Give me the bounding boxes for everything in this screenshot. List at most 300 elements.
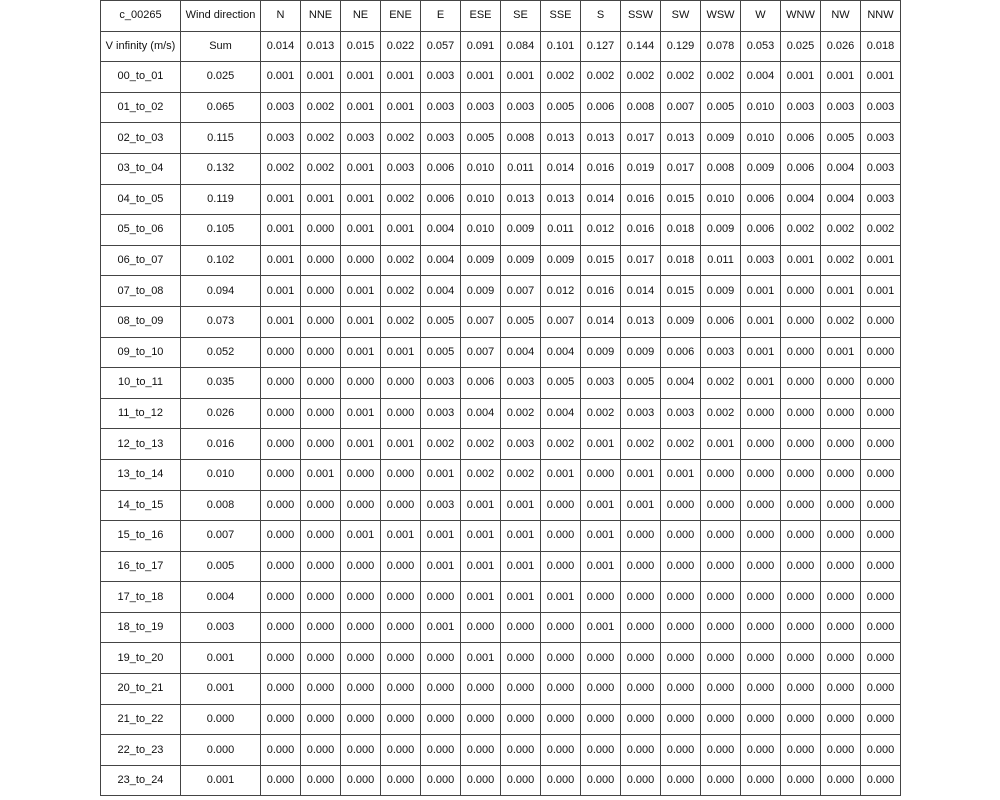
speed-bin-label: 23_to_24 (101, 765, 181, 796)
frequency-cell: 0.005 (421, 337, 461, 368)
table-row (101, 490, 901, 521)
row-sum: 0.026 (181, 398, 261, 429)
table-row (101, 123, 901, 154)
frequency-cell: 0.009 (661, 306, 701, 337)
frequency-cell: 0.000 (301, 551, 341, 582)
frequency-cell: 0.000 (301, 276, 341, 307)
wind-frequency-table (100, 0, 901, 796)
frequency-cell: 0.001 (301, 459, 341, 490)
frequency-cell: 0.000 (821, 429, 861, 460)
frequency-cell: 0.001 (381, 429, 421, 460)
frequency-cell: 0.009 (701, 276, 741, 307)
row-sum: 0.105 (181, 215, 261, 246)
frequency-cell: 0.003 (381, 153, 421, 184)
frequency-cell: 0.000 (821, 459, 861, 490)
frequency-cell: 0.004 (781, 184, 821, 215)
frequency-cell: 0.003 (661, 398, 701, 429)
frequency-cell: 0.000 (661, 765, 701, 796)
direction-header: NE (341, 1, 381, 32)
frequency-cell: 0.000 (301, 643, 341, 674)
frequency-cell: 0.000 (381, 582, 421, 613)
sum-row-value: 0.014 (261, 31, 301, 62)
frequency-cell: 0.000 (781, 765, 821, 796)
frequency-cell: 0.000 (261, 582, 301, 613)
frequency-cell: 0.000 (541, 490, 581, 521)
frequency-cell: 0.003 (261, 123, 301, 154)
frequency-cell: 0.002 (661, 62, 701, 93)
frequency-cell: 0.002 (381, 306, 421, 337)
frequency-cell: 0.000 (261, 674, 301, 705)
frequency-cell: 0.003 (421, 490, 461, 521)
table-row (101, 215, 901, 246)
speed-bin-label: 04_to_05 (101, 184, 181, 215)
table-row (101, 398, 901, 429)
frequency-cell: 0.001 (461, 582, 501, 613)
frequency-cell: 0.006 (781, 123, 821, 154)
frequency-cell: 0.001 (341, 398, 381, 429)
frequency-cell: 0.000 (501, 674, 541, 705)
frequency-cell: 0.001 (861, 276, 901, 307)
frequency-cell: 0.006 (741, 184, 781, 215)
frequency-cell: 0.000 (581, 582, 621, 613)
frequency-cell: 0.000 (581, 765, 621, 796)
table-row (101, 276, 901, 307)
frequency-cell: 0.001 (741, 368, 781, 399)
frequency-cell: 0.001 (741, 306, 781, 337)
frequency-cell: 0.001 (581, 551, 621, 582)
frequency-cell: 0.000 (341, 612, 381, 643)
frequency-cell: 0.003 (501, 368, 541, 399)
row-sum: 0.010 (181, 459, 261, 490)
frequency-cell: 0.002 (661, 429, 701, 460)
frequency-cell: 0.000 (341, 368, 381, 399)
frequency-cell: 0.002 (461, 429, 501, 460)
speed-bin-label: 03_to_04 (101, 153, 181, 184)
frequency-cell: 0.009 (541, 245, 581, 276)
frequency-cell: 0.000 (701, 735, 741, 766)
frequency-cell: 0.000 (341, 582, 381, 613)
frequency-cell: 0.007 (541, 306, 581, 337)
speed-bin-label: 19_to_20 (101, 643, 181, 674)
frequency-cell: 0.005 (541, 368, 581, 399)
frequency-cell: 0.000 (541, 735, 581, 766)
table-row (101, 184, 901, 215)
frequency-cell: 0.000 (381, 459, 421, 490)
frequency-cell: 0.009 (621, 337, 661, 368)
frequency-cell: 0.002 (581, 62, 621, 93)
frequency-cell: 0.009 (461, 245, 501, 276)
frequency-cell: 0.002 (821, 306, 861, 337)
frequency-cell: 0.001 (261, 215, 301, 246)
frequency-cell: 0.013 (621, 306, 661, 337)
frequency-cell: 0.000 (581, 674, 621, 705)
frequency-cell: 0.005 (421, 306, 461, 337)
frequency-cell: 0.000 (861, 765, 901, 796)
frequency-cell: 0.006 (701, 306, 741, 337)
frequency-cell: 0.010 (741, 123, 781, 154)
frequency-cell: 0.000 (541, 643, 581, 674)
frequency-cell: 0.001 (261, 184, 301, 215)
frequency-cell: 0.000 (741, 490, 781, 521)
frequency-cell: 0.000 (261, 337, 301, 368)
frequency-cell: 0.000 (381, 735, 421, 766)
frequency-cell: 0.002 (501, 398, 541, 429)
table-row (101, 92, 901, 123)
corner-label: c_00265 (101, 1, 181, 32)
frequency-cell: 0.000 (821, 368, 861, 399)
frequency-cell: 0.013 (661, 123, 701, 154)
frequency-cell: 0.000 (541, 551, 581, 582)
frequency-cell: 0.001 (861, 62, 901, 93)
frequency-cell: 0.001 (781, 245, 821, 276)
frequency-cell: 0.000 (421, 674, 461, 705)
frequency-cell: 0.018 (661, 245, 701, 276)
frequency-cell: 0.000 (781, 490, 821, 521)
table-row (101, 735, 901, 766)
frequency-cell: 0.000 (261, 429, 301, 460)
sum-row-value: 0.057 (421, 31, 461, 62)
frequency-cell: 0.000 (381, 643, 421, 674)
frequency-cell: 0.000 (861, 521, 901, 552)
frequency-cell: 0.001 (381, 337, 421, 368)
frequency-cell: 0.000 (701, 582, 741, 613)
frequency-cell: 0.000 (301, 215, 341, 246)
frequency-cell: 0.001 (581, 612, 621, 643)
frequency-cell: 0.000 (541, 521, 581, 552)
table-row (101, 643, 901, 674)
sum-row-value: 0.078 (701, 31, 741, 62)
frequency-cell: 0.003 (421, 92, 461, 123)
row-sum: 0.102 (181, 245, 261, 276)
frequency-cell: 0.001 (421, 612, 461, 643)
frequency-cell: 0.005 (621, 368, 661, 399)
frequency-cell: 0.000 (301, 306, 341, 337)
frequency-cell: 0.001 (301, 62, 341, 93)
frequency-cell: 0.000 (341, 245, 381, 276)
frequency-cell: 0.000 (781, 551, 821, 582)
frequency-cell: 0.000 (861, 490, 901, 521)
frequency-cell: 0.000 (861, 551, 901, 582)
frequency-cell: 0.000 (861, 674, 901, 705)
sum-label: Sum (181, 31, 261, 62)
frequency-cell: 0.000 (861, 306, 901, 337)
frequency-cell: 0.010 (461, 215, 501, 246)
frequency-cell: 0.003 (741, 245, 781, 276)
sum-row-value: 0.026 (821, 31, 861, 62)
frequency-cell: 0.003 (701, 337, 741, 368)
frequency-cell: 0.001 (501, 551, 541, 582)
frequency-cell: 0.003 (501, 92, 541, 123)
frequency-cell: 0.000 (701, 490, 741, 521)
sum-row-value: 0.013 (301, 31, 341, 62)
speed-bin-label: 17_to_18 (101, 582, 181, 613)
frequency-cell: 0.003 (861, 92, 901, 123)
frequency-cell: 0.001 (421, 551, 461, 582)
speed-bin-label: 08_to_09 (101, 306, 181, 337)
frequency-cell: 0.000 (781, 459, 821, 490)
frequency-cell: 0.001 (341, 306, 381, 337)
frequency-cell: 0.002 (541, 429, 581, 460)
frequency-cell: 0.000 (701, 674, 741, 705)
speed-bin-label: 22_to_23 (101, 735, 181, 766)
row-sum: 0.007 (181, 521, 261, 552)
frequency-cell: 0.001 (461, 521, 501, 552)
row-sum: 0.132 (181, 153, 261, 184)
frequency-cell: 0.007 (661, 92, 701, 123)
frequency-cell: 0.000 (341, 551, 381, 582)
frequency-cell: 0.005 (541, 92, 581, 123)
sum-row-value: 0.084 (501, 31, 541, 62)
frequency-cell: 0.001 (341, 521, 381, 552)
row-sum: 0.016 (181, 429, 261, 460)
frequency-cell: 0.010 (741, 92, 781, 123)
table-row (101, 306, 901, 337)
frequency-cell: 0.000 (741, 643, 781, 674)
table-row (101, 521, 901, 552)
row-sum: 0.035 (181, 368, 261, 399)
frequency-cell: 0.000 (621, 704, 661, 735)
frequency-cell: 0.008 (701, 153, 741, 184)
frequency-cell: 0.000 (781, 276, 821, 307)
frequency-cell: 0.006 (421, 153, 461, 184)
speed-bin-label: 02_to_03 (101, 123, 181, 154)
frequency-cell: 0.000 (261, 765, 301, 796)
frequency-cell: 0.001 (701, 429, 741, 460)
frequency-cell: 0.000 (301, 368, 341, 399)
frequency-cell: 0.000 (501, 704, 541, 735)
frequency-cell: 0.000 (261, 551, 301, 582)
frequency-cell: 0.001 (501, 582, 541, 613)
frequency-cell: 0.003 (421, 62, 461, 93)
frequency-cell: 0.006 (421, 184, 461, 215)
frequency-cell: 0.000 (861, 398, 901, 429)
frequency-cell: 0.000 (421, 735, 461, 766)
row-sum: 0.000 (181, 704, 261, 735)
frequency-cell: 0.000 (781, 306, 821, 337)
frequency-cell: 0.009 (501, 245, 541, 276)
frequency-cell: 0.003 (861, 184, 901, 215)
frequency-cell: 0.002 (861, 215, 901, 246)
frequency-cell: 0.000 (341, 643, 381, 674)
row-sum: 0.065 (181, 92, 261, 123)
frequency-cell: 0.002 (301, 123, 341, 154)
frequency-cell: 0.003 (461, 92, 501, 123)
frequency-cell: 0.013 (541, 123, 581, 154)
frequency-cell: 0.017 (621, 245, 661, 276)
frequency-cell: 0.000 (741, 582, 781, 613)
frequency-cell: 0.000 (501, 643, 541, 674)
table-row (101, 551, 901, 582)
frequency-cell: 0.000 (461, 674, 501, 705)
speed-bin-label: 21_to_22 (101, 704, 181, 735)
frequency-cell: 0.000 (301, 582, 341, 613)
frequency-cell: 0.002 (301, 92, 341, 123)
frequency-cell: 0.011 (501, 153, 541, 184)
row-sum: 0.001 (181, 674, 261, 705)
frequency-cell: 0.001 (341, 276, 381, 307)
frequency-cell: 0.004 (541, 337, 581, 368)
frequency-cell: 0.000 (661, 735, 701, 766)
frequency-cell: 0.006 (781, 153, 821, 184)
frequency-cell: 0.000 (821, 521, 861, 552)
frequency-cell: 0.001 (381, 215, 421, 246)
frequency-cell: 0.000 (781, 429, 821, 460)
frequency-cell: 0.007 (461, 306, 501, 337)
frequency-cell: 0.006 (741, 215, 781, 246)
frequency-cell: 0.001 (301, 184, 341, 215)
speed-bin-label: 06_to_07 (101, 245, 181, 276)
frequency-cell: 0.006 (661, 337, 701, 368)
row-sum: 0.001 (181, 643, 261, 674)
direction-header: WSW (701, 1, 741, 32)
speed-bin-label: 14_to_15 (101, 490, 181, 521)
frequency-cell: 0.008 (621, 92, 661, 123)
frequency-cell: 0.003 (861, 123, 901, 154)
frequency-cell: 0.005 (701, 92, 741, 123)
frequency-cell: 0.000 (381, 765, 421, 796)
frequency-cell: 0.001 (821, 337, 861, 368)
sum-row-value: 0.144 (621, 31, 661, 62)
sum-row-value: 0.022 (381, 31, 421, 62)
frequency-cell: 0.002 (621, 429, 661, 460)
frequency-cell: 0.000 (661, 674, 701, 705)
frequency-cell: 0.001 (541, 459, 581, 490)
frequency-cell: 0.000 (381, 704, 421, 735)
speed-bin-label: 01_to_02 (101, 92, 181, 123)
frequency-cell: 0.003 (261, 92, 301, 123)
frequency-cell: 0.000 (461, 735, 501, 766)
frequency-cell: 0.010 (701, 184, 741, 215)
frequency-cell: 0.001 (261, 62, 301, 93)
frequency-cell: 0.000 (821, 674, 861, 705)
frequency-cell: 0.001 (341, 215, 381, 246)
table-body (101, 1, 901, 796)
frequency-cell: 0.000 (301, 612, 341, 643)
frequency-cell: 0.004 (501, 337, 541, 368)
frequency-cell: 0.000 (741, 521, 781, 552)
frequency-cell: 0.009 (701, 215, 741, 246)
frequency-cell: 0.001 (461, 643, 501, 674)
frequency-cell: 0.000 (781, 674, 821, 705)
frequency-cell: 0.000 (381, 490, 421, 521)
frequency-cell: 0.017 (661, 153, 701, 184)
table-row (101, 612, 901, 643)
frequency-cell: 0.000 (781, 643, 821, 674)
frequency-cell: 0.000 (741, 459, 781, 490)
frequency-cell: 0.001 (341, 62, 381, 93)
frequency-cell: 0.000 (261, 459, 301, 490)
frequency-cell: 0.001 (461, 490, 501, 521)
frequency-cell: 0.000 (501, 612, 541, 643)
frequency-cell: 0.000 (301, 704, 341, 735)
frequency-cell: 0.000 (461, 612, 501, 643)
frequency-cell: 0.000 (741, 398, 781, 429)
frequency-cell: 0.000 (341, 490, 381, 521)
frequency-cell: 0.002 (581, 398, 621, 429)
speed-bin-label: 09_to_10 (101, 337, 181, 368)
frequency-cell: 0.000 (261, 490, 301, 521)
speed-bin-label: 20_to_21 (101, 674, 181, 705)
frequency-cell: 0.000 (461, 704, 501, 735)
frequency-cell: 0.003 (341, 123, 381, 154)
frequency-cell: 0.000 (341, 765, 381, 796)
direction-header: WNW (781, 1, 821, 32)
frequency-cell: 0.001 (821, 276, 861, 307)
table-row (101, 582, 901, 613)
frequency-cell: 0.016 (581, 153, 621, 184)
row-sum: 0.115 (181, 123, 261, 154)
frequency-cell: 0.003 (501, 429, 541, 460)
table-row (101, 674, 901, 705)
frequency-cell: 0.002 (541, 62, 581, 93)
frequency-cell: 0.000 (661, 582, 701, 613)
frequency-cell: 0.004 (421, 245, 461, 276)
frequency-cell: 0.001 (621, 490, 661, 521)
frequency-cell: 0.002 (421, 429, 461, 460)
table-row (101, 337, 901, 368)
frequency-cell: 0.000 (741, 612, 781, 643)
frequency-cell: 0.001 (861, 245, 901, 276)
frequency-cell: 0.003 (821, 92, 861, 123)
direction-header: NW (821, 1, 861, 32)
header-row (101, 1, 901, 32)
frequency-cell: 0.000 (261, 643, 301, 674)
frequency-cell: 0.016 (621, 215, 661, 246)
direction-header: SW (661, 1, 701, 32)
frequency-cell: 0.000 (781, 337, 821, 368)
frequency-cell: 0.000 (501, 765, 541, 796)
frequency-cell: 0.000 (741, 735, 781, 766)
frequency-cell: 0.002 (301, 153, 341, 184)
frequency-cell: 0.004 (421, 276, 461, 307)
direction-header: E (421, 1, 461, 32)
speed-bin-label: 15_to_16 (101, 521, 181, 552)
frequency-cell: 0.000 (301, 337, 341, 368)
frequency-cell: 0.001 (741, 276, 781, 307)
sum-row-value: 0.129 (661, 31, 701, 62)
sum-row-value: 0.053 (741, 31, 781, 62)
sum-row (101, 31, 901, 62)
frequency-cell: 0.000 (861, 429, 901, 460)
frequency-cell: 0.009 (461, 276, 501, 307)
frequency-cell: 0.002 (261, 153, 301, 184)
frequency-cell: 0.013 (581, 123, 621, 154)
frequency-cell: 0.007 (501, 276, 541, 307)
frequency-cell: 0.002 (381, 184, 421, 215)
direction-header: NNE (301, 1, 341, 32)
frequency-cell: 0.017 (621, 123, 661, 154)
frequency-cell: 0.013 (541, 184, 581, 215)
frequency-cell: 0.000 (701, 765, 741, 796)
frequency-cell: 0.001 (261, 276, 301, 307)
frequency-cell: 0.011 (541, 215, 581, 246)
frequency-cell: 0.002 (461, 459, 501, 490)
frequency-cell: 0.000 (381, 368, 421, 399)
frequency-cell: 0.000 (781, 612, 821, 643)
frequency-cell: 0.000 (261, 612, 301, 643)
frequency-cell: 0.000 (701, 643, 741, 674)
direction-header: SSW (621, 1, 661, 32)
row-sum: 0.025 (181, 62, 261, 93)
frequency-cell: 0.009 (581, 337, 621, 368)
frequency-cell: 0.004 (661, 368, 701, 399)
frequency-cell: 0.000 (421, 765, 461, 796)
frequency-cell: 0.002 (381, 245, 421, 276)
frequency-cell: 0.000 (701, 704, 741, 735)
frequency-cell: 0.002 (501, 459, 541, 490)
row-sum: 0.119 (181, 184, 261, 215)
frequency-cell: 0.001 (461, 551, 501, 582)
